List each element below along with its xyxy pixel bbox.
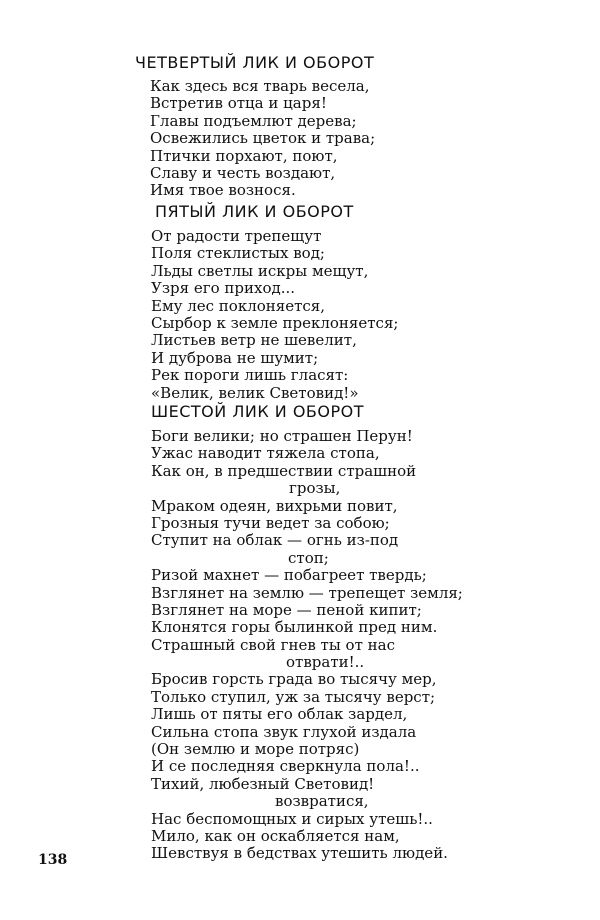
verse-line-continuation: отврати!.. <box>286 653 365 672</box>
verse-line: (Он землю и море потряс) <box>151 740 360 759</box>
verse-line: Боги велики; но страшен Перун! <box>151 427 413 445</box>
verse-line: Освежились цветок и трава; <box>150 129 376 148</box>
verse-line: Имя твое вознося. <box>150 181 296 200</box>
verse-line: От радости трепещут <box>151 227 322 245</box>
section-heading-fifth: ПЯТЫЙ ЛИК И ОБОРОТ <box>155 202 354 221</box>
verse-line: Взглянет на землю — трепещет земля; <box>151 583 463 602</box>
verse-fifth <box>151 228 398 402</box>
verse-line: Ступит на облак — огнь из-под <box>151 531 399 550</box>
verse-line: Нас беспомощных и сирых утешь!.. <box>151 809 433 828</box>
verse-line: Славу и честь воздают, <box>150 163 336 182</box>
section-heading-fourth: ЧЕТВЕРТЫЙ ЛИК И ОБОРОТ <box>135 53 375 72</box>
verse-line: Как он, в предшествии страшной <box>151 461 417 480</box>
verse-line: Мило, как он оскабляется нам, <box>151 826 400 845</box>
verse-line-continuation: стоп; <box>288 548 329 567</box>
verse-line: И се последняя сверкнула пола!.. <box>151 757 420 776</box>
verse-line: Тихий, любезный Световид! <box>151 774 375 793</box>
verse-line: Шевствуя в бедствах утешить людей. <box>151 844 448 863</box>
verse-line: Поля стеклистых вод; <box>151 244 325 263</box>
verse-line: Как здесь вся тварь весела, <box>150 77 370 95</box>
verse-line: Птички порхают, поют, <box>150 146 338 165</box>
verse-line: «Велик, велик Световид!» <box>151 383 359 402</box>
verse-line-continuation: возвратися, <box>275 792 369 811</box>
verse-line: Мраком одеян, вихрьми повит, <box>151 496 398 515</box>
verse-line: Встретив отца и царя! <box>150 94 327 113</box>
verse-line-continuation: грозы, <box>289 479 341 498</box>
verse-line: Рек пороги лишь гласят: <box>151 366 349 385</box>
page-number: 138 <box>38 852 68 868</box>
verse-line: Взглянет на море — пеной кипит; <box>151 600 422 619</box>
verse-line: Только ступил, уж за тысячу верст; <box>151 687 436 706</box>
verse-fourth <box>150 78 375 200</box>
verse-line: Лишь от пяты его облак зардел, <box>151 705 408 724</box>
verse-line: Узря его приход... <box>151 279 296 298</box>
section-heading-sixth: ШЕСТОЙ ЛИК И ОБОРОТ <box>151 402 364 421</box>
verse-sixth <box>151 428 463 863</box>
verse-line: Бросив горсть града во тысячу мер, <box>151 670 437 689</box>
verse-line: Льды светлы искры мещут, <box>151 261 369 280</box>
verse-line: Листьев ветр не шевелит, <box>151 331 357 350</box>
verse-line: Ему лес поклоняется, <box>151 296 326 315</box>
verse-line: Грозныя тучи ведет за собою; <box>151 513 390 532</box>
verse-line: Ризой махнет — побагреет твердь; <box>151 566 427 585</box>
verse-line: Страшный свой гнев ты от нас <box>151 635 395 654</box>
verse-line: Сырбор к земле преклоняется; <box>151 313 399 332</box>
verse-line: Главы подъемлют дерева; <box>150 111 357 130</box>
verse-line: Ужас наводит тяжела стопа, <box>151 444 380 463</box>
verse-line: Сильна стопа звук глухой издала <box>151 722 417 741</box>
verse-line: И дуброва не шумит; <box>151 348 319 367</box>
verse-line: Клонятся горы былинкой пред ним. <box>151 618 438 637</box>
